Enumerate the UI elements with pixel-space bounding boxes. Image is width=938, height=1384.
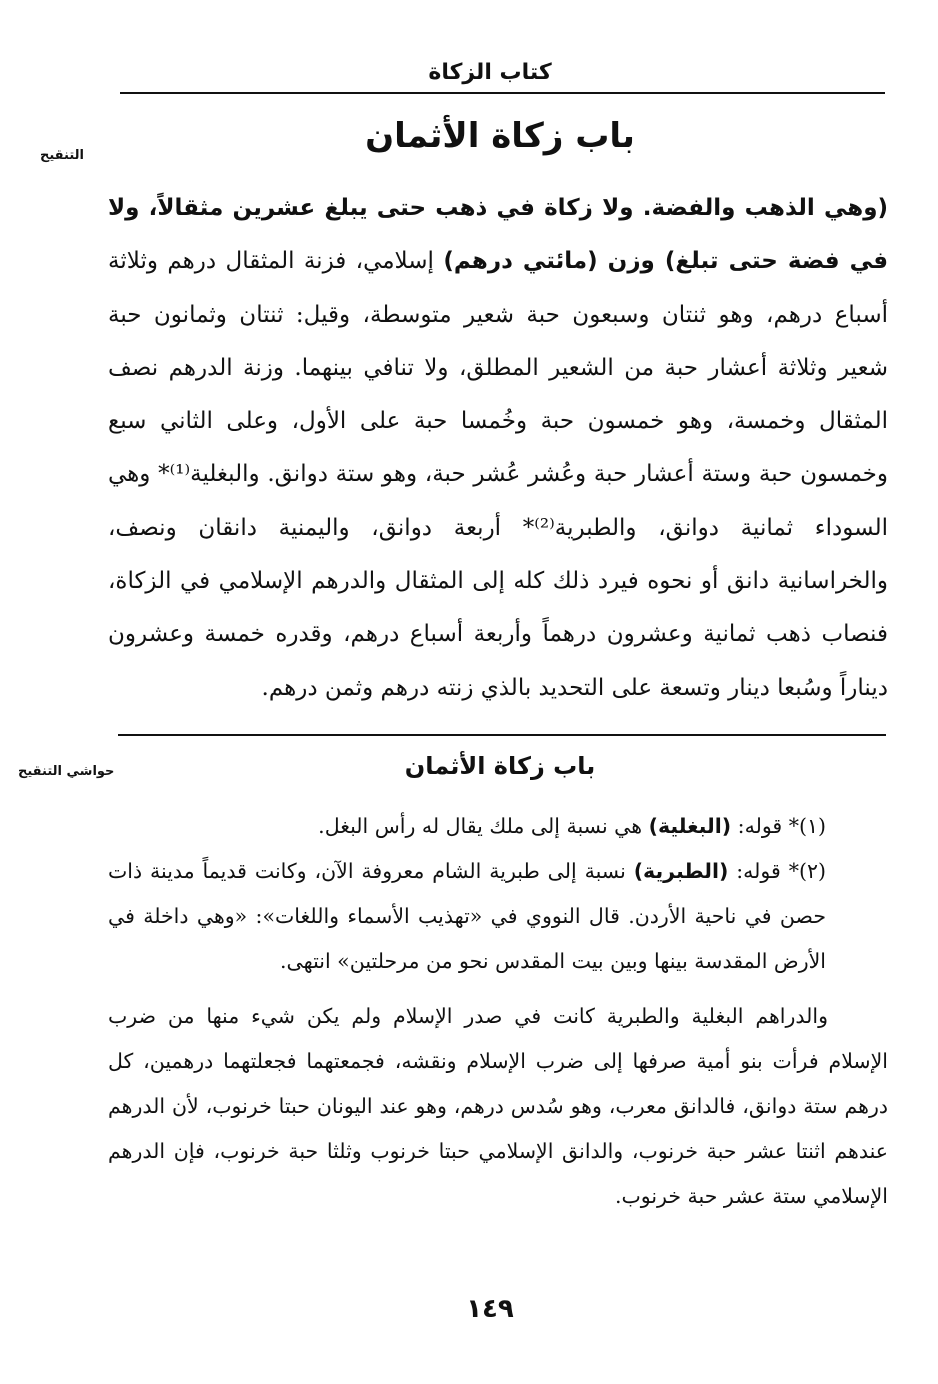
page-number: ١٤٩	[466, 1294, 514, 1324]
main-text	[108, 182, 888, 715]
chapter-title: باب زكاة الأثمان	[365, 116, 635, 156]
notes-paragraph: والدراهم البغلية والطبرية كانت في صدر الإسلام ولم يكن شيء منها من ضرب الإسلام فرأت بنو أمية صرفها إلى ضرب الإسلام ونقشه، فجمعتهما فجعلتهما درهمين، كل درهم ستة دوانق، فالدانق معرب، وهو سُدس درهم، وهو عند اليونان حبتا خرنوب، لأن الدرهم عندهم اثنتا عشر حبة خرنوب، والدانق الإسلامي حبتا خرنوب وثلثا حبة خرنوب، فإن الدرهم الإسلامي ستة عشر حبة خرنوب.	[108, 1004, 888, 1208]
footnote-2	[108, 849, 888, 984]
side-label-hawashi: حواشي التنقيح	[18, 764, 115, 779]
footnote-2-term: (الطبرية)	[633, 859, 729, 883]
footnote-2-prefix: (٢)* قوله:	[728, 859, 826, 883]
side-label-tanqih: التنقيح	[40, 148, 84, 163]
footnote-1-prefix: (١)* قوله:	[731, 814, 826, 838]
notes-title: باب زكاة الأثمان	[404, 752, 596, 780]
notes-section	[108, 804, 888, 1219]
section-separator-rule	[118, 734, 886, 736]
main-text-body: إسلامي، فزنة المثقال درهم وثلاثة أسباع درهم، وهو ثنتان وسبعون حبة شعير متوسطة، وقيل: ثنتان وثمانون حبة شعير وثلاثة أعشار حبة من الشعير المطلق، ولا تنافي بينهما. وزنة الدرهم نصف المثقال وخمسة، وهو خمسون حبة وخُمسا حبة على الأول، وعلى الثاني سبع وخمسون حبة وستة أعشار حبة وعُشر عُشر حبة، وهو ستة دوانق. والبغلية⁽¹⁾* وهي السوداء ثمانية دوانق، والطبرية⁽²⁾* أربعة دوانق، واليمنية دانقان ونصف، والخراسانية دانق أو نحوه فيرد ذلك كله إلى المثقال والدرهم الإسلامي في الزكاة، فنصاب ذهب ثمانية وعشرون درهماً وأربعة أسباع درهم، وقدره خمسة وعشرون ديناراً وسُبعا دينار وتسعة على التحديد بالذي زنته درهم وثمن درهم.	[108, 248, 889, 701]
running-head: كتاب الزكاة	[428, 60, 552, 85]
footnote-1-term: (البغلية)	[648, 814, 732, 838]
footnote-1	[108, 804, 888, 849]
footnote-1-text: هي نسبة إلى ملك يقال له رأس البغل.	[318, 814, 649, 838]
main-text-bold-intro: (وهي الذهب والفضة. ولا زكاة في ذهب حتى يبلغ عشرين مثقالاً، ولا في فضة حتى تبلغ) وزن (مائتي درهم)	[108, 195, 889, 275]
footnote-2-text: نسبة إلى طبرية الشام معروفة الآن، وكانت قديماً مدينة ذات حصن في ناحية الأردن. قال النووي في «تهذيب الأسماء واللغات»: «وهي داخلة في الأرض المقدسة بينها وبين بيت المقدس نحو من مرحلتين» انتهى.	[108, 859, 826, 973]
header-rule	[120, 92, 885, 94]
